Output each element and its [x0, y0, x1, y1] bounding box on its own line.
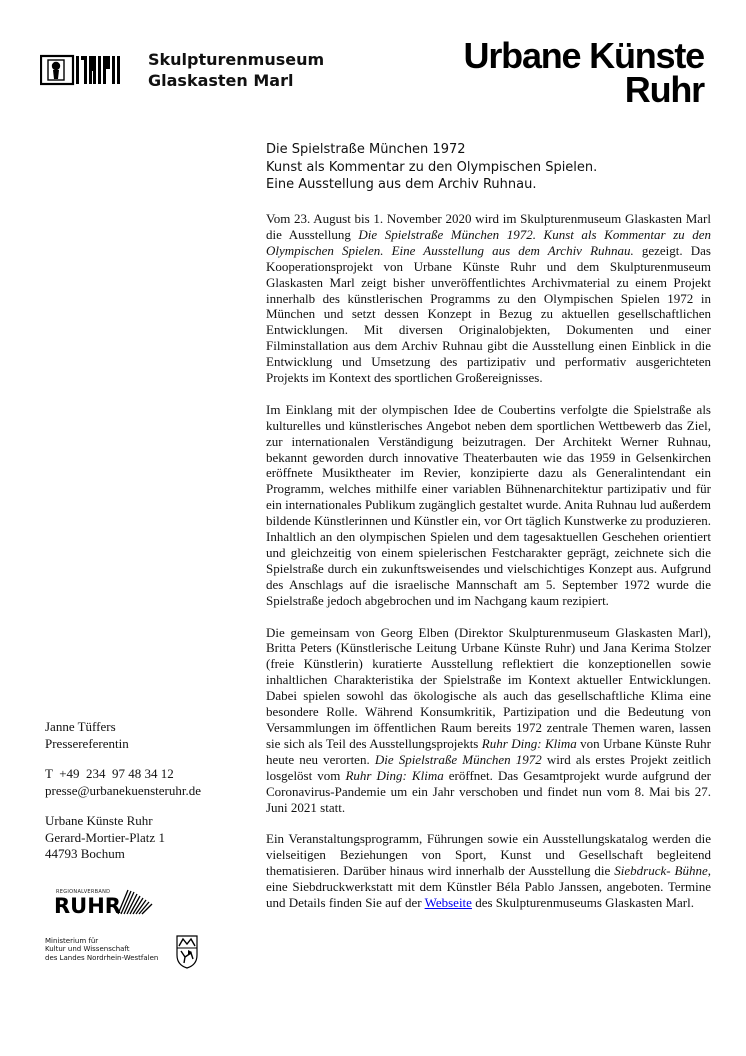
museum-name [148, 49, 324, 91]
p1-text-b: gezeigt. Das Kooperationsprojekt von Urbane Künste Ruhr und dem Skulpturenmuseum Glaskasten Marl zeigt bisher unveröffentlichtes Archivmaterial zu einem Projekt innerhalb des künstlerischen Programms zu den Olympischen Spielen 1972 in München und setzt dessen Konzept in Bezug zu aktuellen gesellschaftlichen Entwicklungen. Mit diversen Originalobjekten, Dokumenten und einer Filminstallation aus dem Archiv Ruhnau gibt die Ausstellung einen Einblick in die Entwicklung und Umsetzung des partizipativ und performativ ausgerichteten Projekts im Kontext des sportlichen Großereignisses. [266, 242, 711, 386]
contact-name: Janne Tüffers [45, 719, 116, 734]
p3-text-a: Die gemeinsam von Georg Elben (Direktor Skulpturenmuseum Glaskasten Marl), Britta Peters (Künstlerische Leitung Urbane Künste Ruhr) und Jana Kerima Stolzer (freie Künstlerin) kuratierte Ausstellung reflektiert die konzeptionellen sowie inhaltlichen Charakteristika der Spielstraße im Kontext aktueller Entwicklungen. Dabei spielen sowohl das ökologische als auch das gesellschaftliche Klima eine besondere Rolle. Während Konsumkritik, Partizipation und die Bedeutung von Versammlungen im öffentlichen Raum bereits 1972 zentrale Themen waren, lassen sie sich als Teil des Ausstellungsprojekts [266, 624, 711, 751]
body-text [266, 211, 711, 927]
headline-subtitle-2: Eine Ausstellung aus dem Archiv Ruhnau. [266, 177, 537, 192]
contact-address [45, 813, 255, 863]
museum-name-line2: Glaskasten Marl [148, 71, 294, 90]
p1-exhibition-title: Die Spielstraße München 1972. Kunst als Kommentar zu den Olympischen Spielen. Eine Ausstellung aus dem Archiv Ruhnau. [266, 226, 711, 258]
p3-text-c: von Urbane Künste Ruhr heute neu verorten. [266, 735, 711, 767]
marl-logo [40, 49, 124, 91]
museum-name-line1: Skulpturenmuseum [148, 50, 325, 69]
ministry-line3: des Landes Nordrhein-Westfalen [45, 953, 159, 962]
urbane-kuenste-ruhr-logo [396, 35, 704, 110]
ministry-logo-text [45, 937, 158, 962]
ukr-logo-line2: Ruhr [624, 69, 704, 110]
p4-text-a: Ein Veranstaltungsprogramm, Führungen sowie ein Ausstellungskatalog werden die vielseitigen Beziehungen von Sport, Kunst und Gesellschaft begleitend thematisieren. Darüber hinaus wird innerhalb der Ausstellung die [266, 831, 711, 879]
ministry-line2: Kultur und Wissenschaft [45, 945, 130, 954]
contact-channels [45, 766, 255, 799]
contact-org: Urbane Künste Ruhr [45, 813, 153, 828]
headline-subtitle-1: Kunst als Kommentar zu den Olympischen Spielen. [266, 159, 598, 175]
paragraph-3 [266, 625, 711, 816]
headline-title: Die Spielstraße München 1972 [266, 142, 466, 157]
p3-ruhr-ding-title-2: Ruhr Ding: Klima [345, 767, 444, 783]
regionalverband-ruhr-logo [52, 886, 156, 918]
contact-street: Gerard-Mortier-Platz 1 [45, 829, 165, 845]
press-contact [45, 719, 255, 877]
p4-text-c: , eine Siebdruckwerkstatt mit dem Künstler Béla Pablo Janssen, angeboten. Termine und Details finden Sie auf der [266, 863, 711, 910]
p3-text-e: wird als erstes Projekt zeitlich losgelöst vom [266, 751, 712, 783]
rvr-logo-small-text: REGIONALVERBAND [56, 889, 111, 895]
contact-city: 44793 Bochum [45, 846, 125, 861]
contact-email[interactable]: presse@urbanekuensteruhr.de [45, 782, 201, 798]
p4-text-d: des Skulpturenmuseums Glaskasten Marl. [471, 894, 694, 910]
nrw-crest-icon [176, 935, 198, 969]
p3-text-g: eröffnet. Das Gesamtprojekt wurde aufgrund der Coronavirus-Pandemie um ein Jahr verschoben und findet nun vom 8. Mai bis 27. Juni 2021 statt. [266, 767, 711, 815]
contact-person [45, 719, 255, 752]
contact-phone: T +49 234 97 48 34 12 [45, 766, 174, 781]
p3-spielstrasse-title: Die Spielstraße München 1972 [374, 751, 542, 767]
rvr-logo-big-text: RUHR [54, 894, 121, 918]
webseite-link[interactable]: Webseite [424, 894, 472, 910]
paragraph-2: Im Einklang mit der olympischen Idee de Coubertins verfolgte die Spielstraße als kulturelles und künstlerisches Angebot neben dem sportlichen Wettbewerb das Ziel, zur internationalen Verständigung beizutragen. Der Architekt Werner Ruhnau, bekannt geworden durch innovative Theaterbauten wie das 1959 in Gelsenkirchen eröffnete Musiktheater im Revier, konzipierte dazu als Generalintendant ein Programm, welches mithilfe einer variablen Bühnenarchitektur partizipativ und für ein internationales Publikum zugänglich gestaltet wurde. Anita Ruhnau lud außerdem bildende Künstlerinnen und Künstler ein, vor Ort täglich Kunstwerke zu produzieren. Inhaltlich an den olympischen Spielen und dem tagesaktuellen Geschehen orientiert und gleichzeitig von einem spielerischen Festcharakter geprägt, zeichnete sich die Spielstraße durch ein zukunftsweisendes und vielschichtiges Konzept aus. Aufgrund des Anschlags auf die israelische Mannschaft am 5. September 1972 wurde die Spielstraße jedoch abgebrochen und im Nachgang kaum rezipiert. [266, 401, 711, 608]
paragraph-1 [266, 211, 711, 386]
headline [266, 141, 597, 194]
p4-siebdruck-buehne: Siebdruck- Bühne [614, 863, 708, 879]
ukr-logo-line1: Urbane Künste [463, 35, 704, 76]
paragraph-4 [266, 831, 711, 911]
p3-ruhr-ding-title: Ruhr Ding: Klima [481, 735, 577, 751]
ministry-line1: Ministerium für [45, 937, 99, 945]
rvr-logo-stripes [118, 890, 152, 914]
contact-role: Pressereferentin [45, 735, 129, 751]
p1-text-a: Vom 23. August bis 1. November 2020 wird im Skulpturenmuseum Glaskasten Marl die Ausstellung [266, 211, 711, 242]
